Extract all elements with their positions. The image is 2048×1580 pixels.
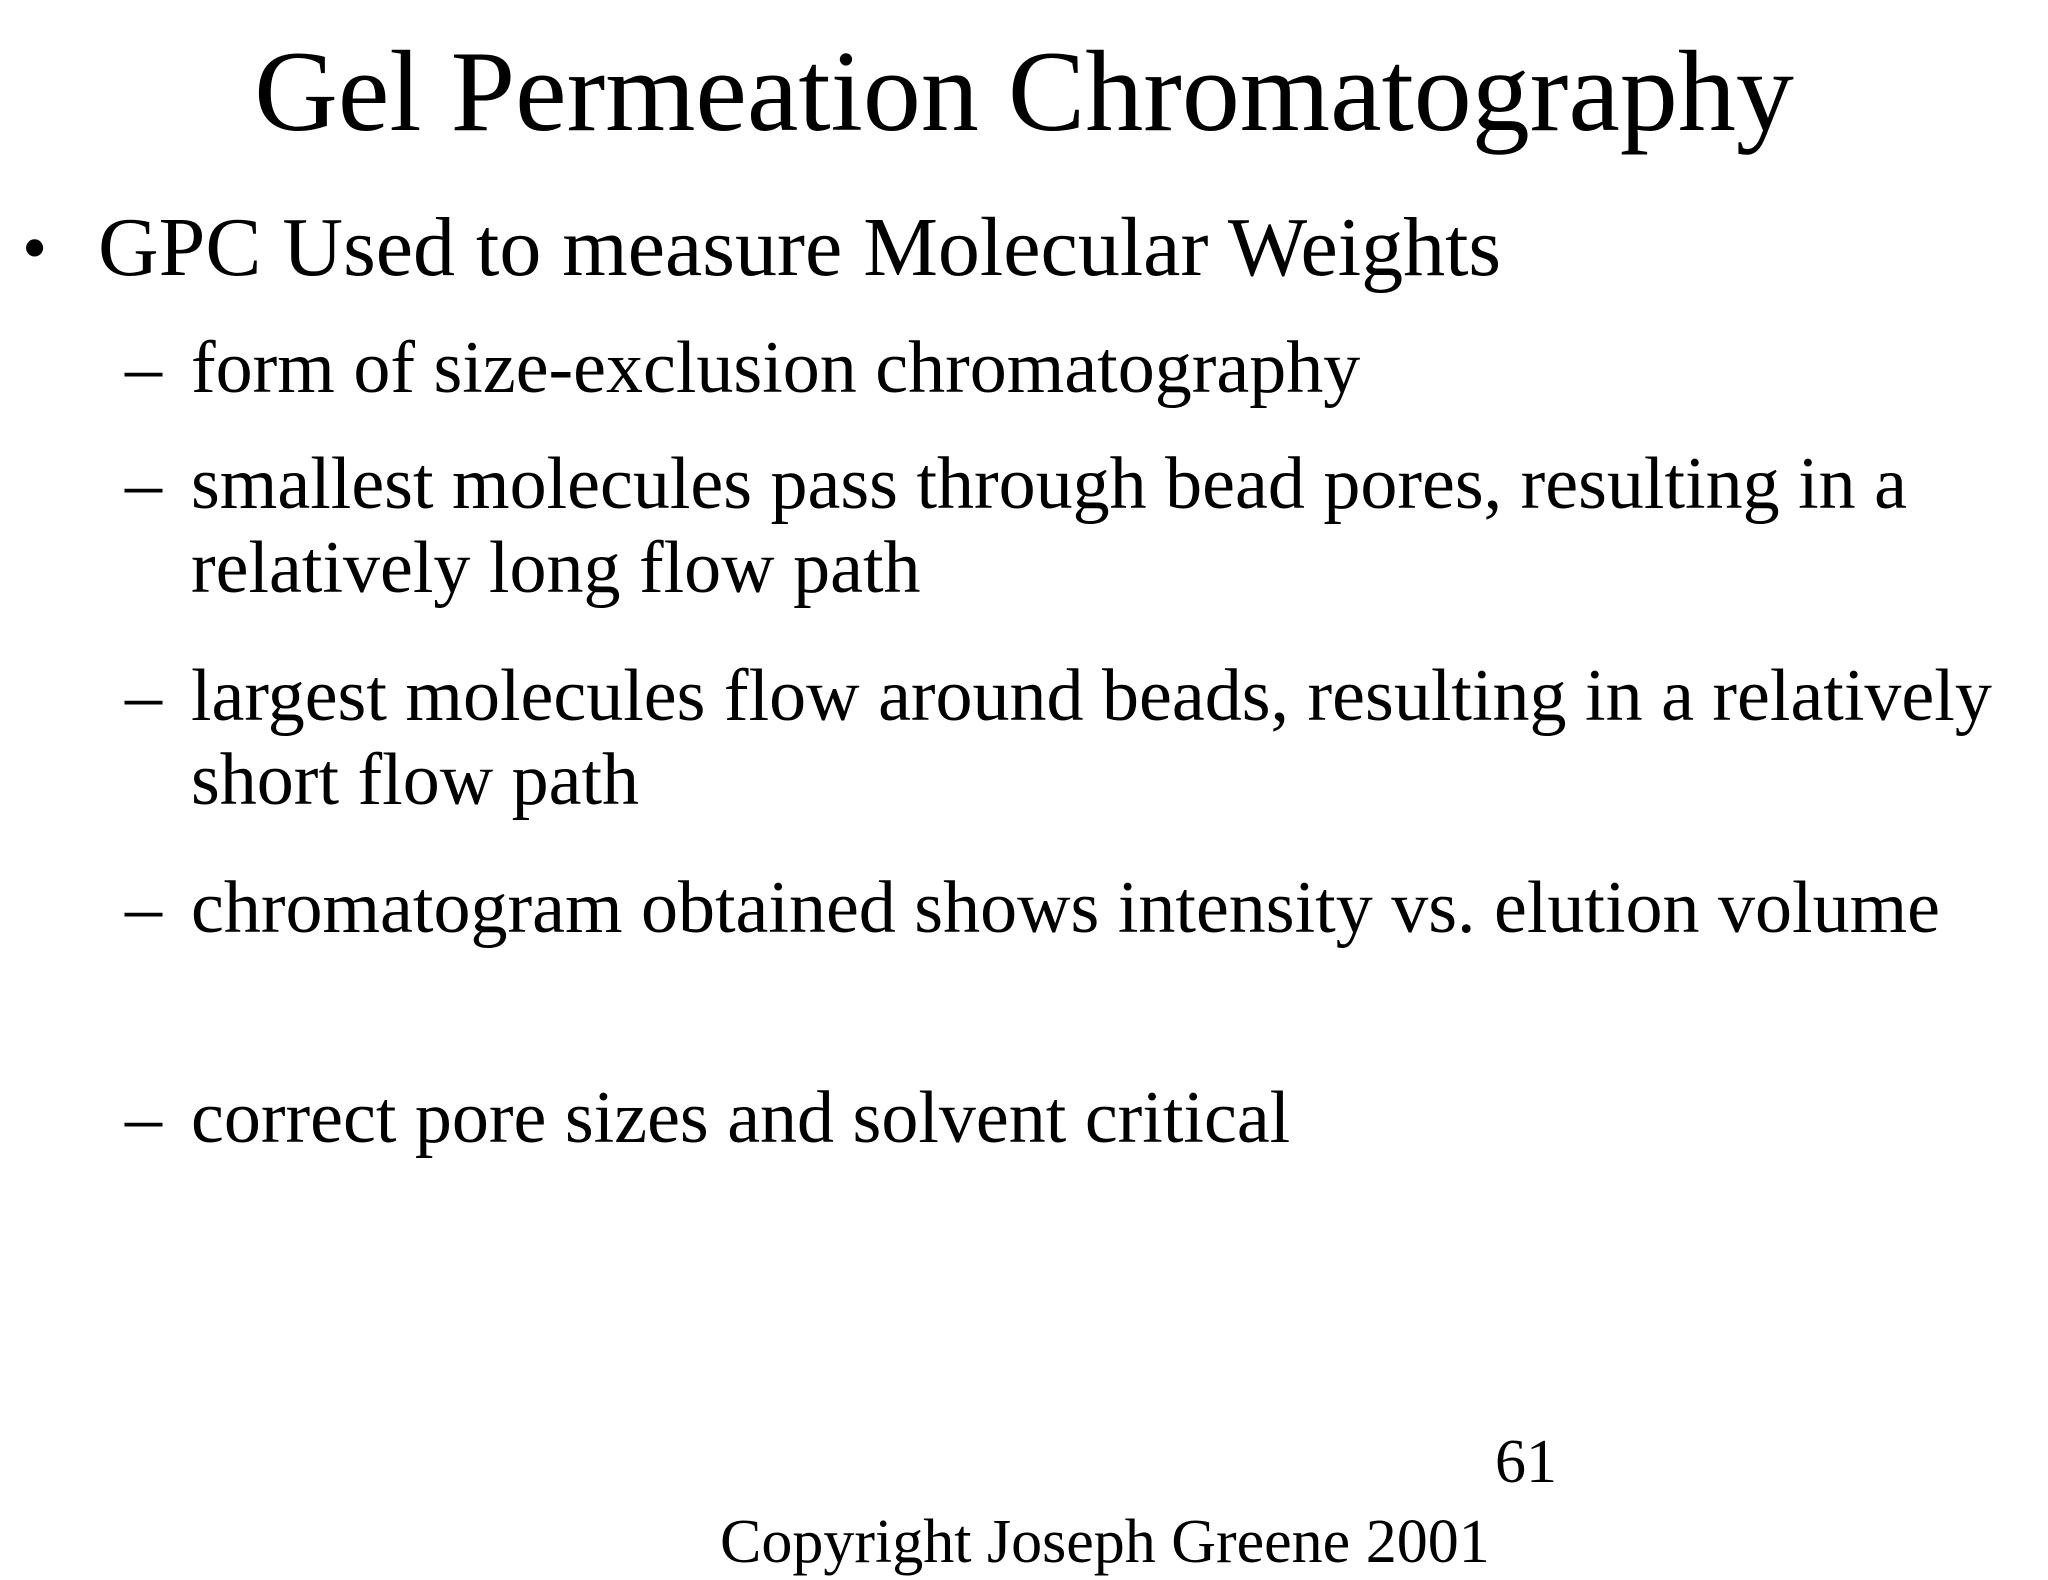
subpoint-text: form of size-exclusion chromatography <box>191 327 1361 409</box>
dash-icon: – <box>125 655 162 737</box>
main-bullet-text: GPC Used to measure Molecular Weights <box>98 201 1502 294</box>
copyright-footer: Copyright Joseph Greene 2001 <box>720 1508 1490 1576</box>
main-bullet <box>22 196 2002 300</box>
dash-icon: – <box>125 1077 162 1159</box>
slide-title: Gel Permeation Chromatography <box>254 28 1794 156</box>
subpoint-largest-molecules <box>125 654 2025 822</box>
dash-icon: – <box>125 327 162 409</box>
subpoint-chromatogram <box>125 866 2025 950</box>
subpoint-text: smallest molecules pass through bead pores, resulting in a relatively long flow path <box>191 443 1908 609</box>
page-number: 61 <box>1495 1428 1557 1496</box>
dash-icon: – <box>125 443 162 525</box>
subpoint-text: largest molecules flow around beads, resulting in a relatively short flow path <box>191 655 1992 821</box>
subpoint-pore-sizes <box>125 1076 2025 1160</box>
bullet-dot-icon: • <box>22 208 48 288</box>
subpoint-size-exclusion <box>125 326 2025 410</box>
subpoint-text: chromatogram obtained shows intensity vs. elution volume <box>191 867 1941 949</box>
dash-icon: – <box>125 867 162 949</box>
subpoint-smallest-molecules <box>125 442 2025 610</box>
subpoint-text: correct pore sizes and solvent critical <box>191 1077 1291 1159</box>
